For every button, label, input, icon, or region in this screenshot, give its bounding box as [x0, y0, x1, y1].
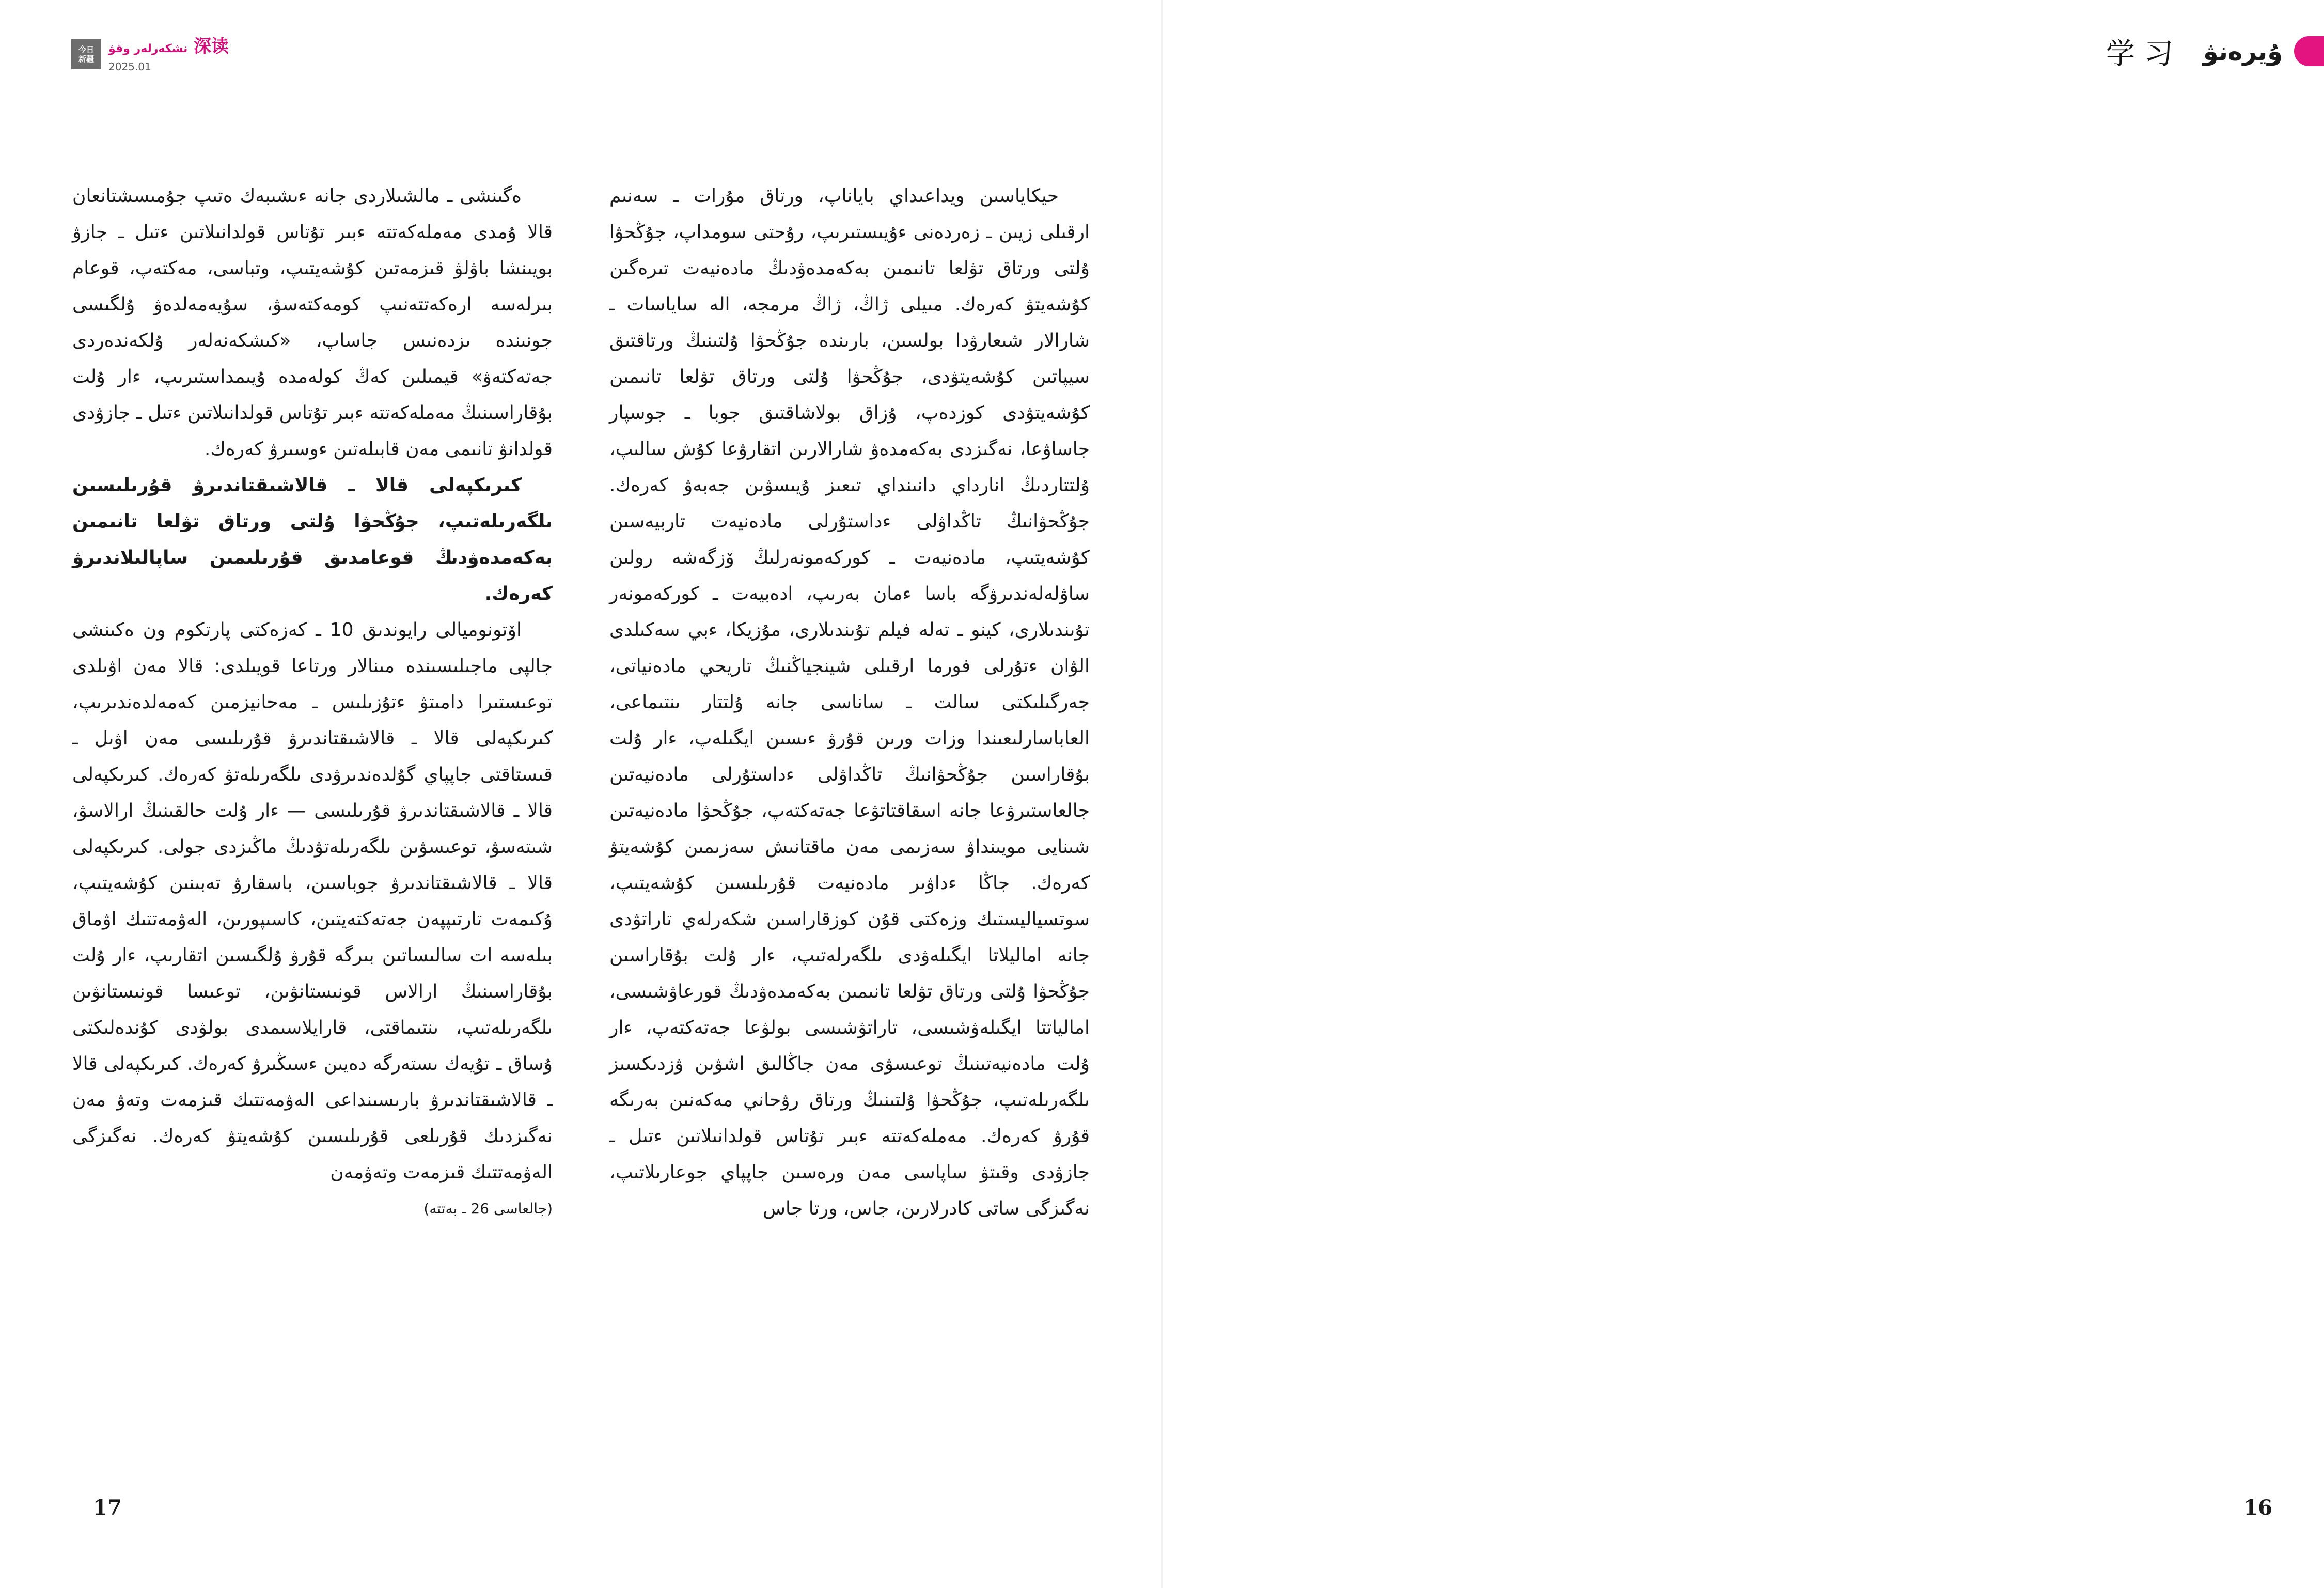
section-header [2106, 31, 2283, 72]
section-title-ug: ۇيرەنۋ [2203, 37, 2283, 66]
section-tab-marker [2294, 36, 2324, 66]
magazine-header [71, 36, 229, 72]
article-paragraph: حيكاياسىن ويداعىداي باياناپ، ورتاق مۇرات ـ سەنىم ارقىلى زيىن ـ زەردەنى ءۇيىستىرىپ، رۇحتى سومداپ، جۇڭحۋا ۇلتى ورتاق تۋلعا تانىمىن بەكەمدەۋدىڭ مادەنيەت تىرەگىن كۇشەيتۋ كەرەك. مىيلى ژاڭ، ژاڭ مرمجە، الە ساياسات ـ شارالار شىعارۋدا بولسىن، بارىندە جۇڭحۋا ۇلتىنىڭ ورتاقتىق سيپاتىن كۇشەيتۋدى، جۇڭحۋا ۇلتى ورتاق تۋلعا تانىمىن كۇشەيتۋدى كوزدەپ، ۇزاق بولاشاقتىق جوبا ـ جوسپار جاساۋعا، نەگىزدى بەكەمدەۋ شارالارىن اتقارۋعا كۇش سالىپ، ۇلتتاردىڭ انارداي دانىنداي تىعىز ۇيىسۋىن جەبەۋ كەرەك. جۇڭحۋانىڭ تاڭداۋلى ءداستۇرلى مادەنيەت تاربيەسىن كۇشەيتىپ، مادەنيەت ـ كوركەمونەرلىڭ ۆزگەشە رولىن ساۋلەلەندىرۋگە باسا ءمان بەرىپ، ادەبيەت ـ كوركەمونەر تۇىندىلارى، كينو ـ تەلە فيلم تۇىندىلارى، مۇزيكا، ءبي سەكىلدى الۋان ءتۇرلى فورما ارقىلى شينجياڭنىڭ تاريحي مادەنياتى، جەرگىلىكتى سالت ـ ساناسى جانە ۇلتتار ىنتىماعى، العاباسارلىعىندا وزات ورىن قۇرۋ ءىسىن ايگىلەپ، ءار ۇلت بۇقاراسىن جۇڭحۋانىڭ تاڭداۋلى ءداستۇرلى مادەنيەتىن جالعاستىرۋعا جانە اسقاقتاتۋعا جەتەكتەپ، جۇڭحۋا مادەنيەتىن شىنايى مويىنداۋ سەزىمى مەن ماقتانىش سەزىمىن كۇشەيتۋ كەرەك. جاڭا ءداۋىر مادەنيەت قۇرىلىسىن كۇشەيتىپ، سوتسياليستىك وزەكتى قۇن كوزقاراسىن شكەرلەي تاراتۋدى جانە اماليلاتا ايگىلەۋدى ىلگەرلەتىپ، ءار ۇلت بۇقاراسىن جۇڭحۋا ۇلتى ورتاق تۋلعا تانىمىن بەكەمدەۋدىڭ قورعاۋشىسى، امالياتتا ايگىلەۋشىسى، تاراتۋشىسى بولۋعا جەتەكتەپ، ءار ۇلت مادەنيەتىنىڭ توعىسۋى مەن جاڭالىق اشۋىن ۋزدىكسىز ىلگەرىلەتىپ، جۇڭحۋا ۇلتىنىڭ ورتاق رۋحاني مەكەنىن بەرىگە قۇرۋ كەرەك. مەملەكەتتە ءبىر تۇتاس قولدانىلاتىن ءتىل ـ جازۋدى وقىتۋ ساپاسى مەن ورەسىن جاپپاي جوعارىلاتىپ، نەگىزگى ساتى كادرلارىن، جاس، ورتا جاس [609, 185, 1090, 1219]
article-paragraph: اۆتونوميالى رايوندىق 10 ـ كەزەكتى پارتكوم ون ەكىنشى جالپى ماجىلىسىنده مىنالار ورتاعا قويىلدى: قالا مەن اۋىلدى توعىستىرا دامىتۋ ءتۇزىلىس ـ مەحانيزمىن كەمەلدەندىرىپ، كىرىكپەلى قالا ـ قالاشىقتاندىرۋ قۇرىلىسى مەن اۋىل ـ قىستاقتى جاپپاي گۇلدەندىرۋدى ىلگەرىلەتۋ كەرەك. كىرىكپەلى قالا ـ قالاشىقتاندىرۋ قۇرىلىسى — ءار ۇلت حالقىنىڭ ارالاسۋ، شىتەسۋ، توعىسۋىن ىلگەرىلەتۋدىڭ ماڭىزدى جولى. كىرىكپەلى قالا ـ قالاشىقتاندىرۋ جوباسىن، باسقارۋ تەبىنىن كۇشەيتىپ، ۇكىمەت تارتىپپەن جەتەكتەيتىن، كاسىپورىن، الەۋمەتتىك اۋماق بىلەسە ات سالىساتىن بىرگە قۇرۋ ۇلگىسىن اتقارىپ، ءار ۇلت بۇقاراسىنىڭ ارالاس قونىستانۋىن، توعىسا قونىستانۋىن ىلگەرىلەتىپ، ىنتىماقتى، قارايلاسىمدى بولۋدى كۇندەلىكتى ۇساق ـ تۇيەك ىستەرگە دەيىن ءسىڭىرۋ كەرەك. كىرىكپەلى قالا ـ قالاشىقتاندىرۋ بارىسىنداعى الەۋمەتتىك قىزمەت وتەۋ مەن نەگىزدىك قۇرىلعى قۇرىلىسىن كۇشەيتۋ كەرەك. نەگىزگى الەۋمەتتىك قىزمەت وتەۋمەن [72, 619, 553, 1183]
left-page-column-2 [72, 178, 553, 1227]
brand-title-cn: 深读 [194, 36, 229, 57]
section-title-cn: 学习 [2106, 37, 2182, 71]
logo-line1: 今日 [78, 45, 94, 54]
article-subheading: كىرىكپەلى قالا ـ قالاشىقتاندىرۋ قۇرىلىسىن ىلگەرىلەتىپ، جۇڭحۋا ۇلتى ورتاق تۋلعا تانىمىن بەكەمدەۋدىڭ قوعامدىق قۇرىلىمىن ساپالىلاندىرۋ كەرەك. [72, 475, 553, 604]
left-page-column-1 [609, 178, 1090, 1227]
brand-block [108, 36, 229, 73]
brand-subtitle: نشكەرلەر وقۋ [108, 42, 188, 55]
continued-note: (جالعاسى 26 ـ بەتتە) [423, 1200, 553, 1217]
issue-date: 2025.01 [108, 60, 151, 73]
article-paragraph: ەگىنشى ـ مالشىلاردى جانە ءىشىبەك ەتىپ جۇمىسشتانعان قالا ۇمدى مەملەكەتتە ءبىر تۇتاس قولدانىلاتىن ءتىل ـ جازۋ بويىنشا باۋلۋ قىزمەتىن كۇشەيتىپ، وتباسى، مەكتەپ، قوعام بىرلەسە ارەكەتتەنىپ كومەكتەسۋ، سۇيەمەلدەۋ ۇلگىسى جونىندە ىزدەنىس جاساپ، «كىشكەنەلەر ۇلكەندەردى جەتەكتەۋ» قيمىلىن كەڭ كولەمدە ۇيىمداستىرىپ، ءار ۇلت بۇقاراسىنىڭ مەملەكەتتە ءبىر تۇتاس قولدانىلاتىن ءتىل ـ جازۋدى قولدانۋ تانىمى مەن قابىلەتىن ءوسىرۋ كەرەك. [72, 185, 553, 460]
brand-title [108, 36, 229, 59]
page-number-left: 17 [93, 1496, 122, 1520]
logo-line2: 新疆 [78, 54, 94, 64]
right-page [1162, 0, 2324, 1588]
magazine-logo [71, 39, 101, 69]
page-number-right: 16 [2243, 1496, 2272, 1520]
